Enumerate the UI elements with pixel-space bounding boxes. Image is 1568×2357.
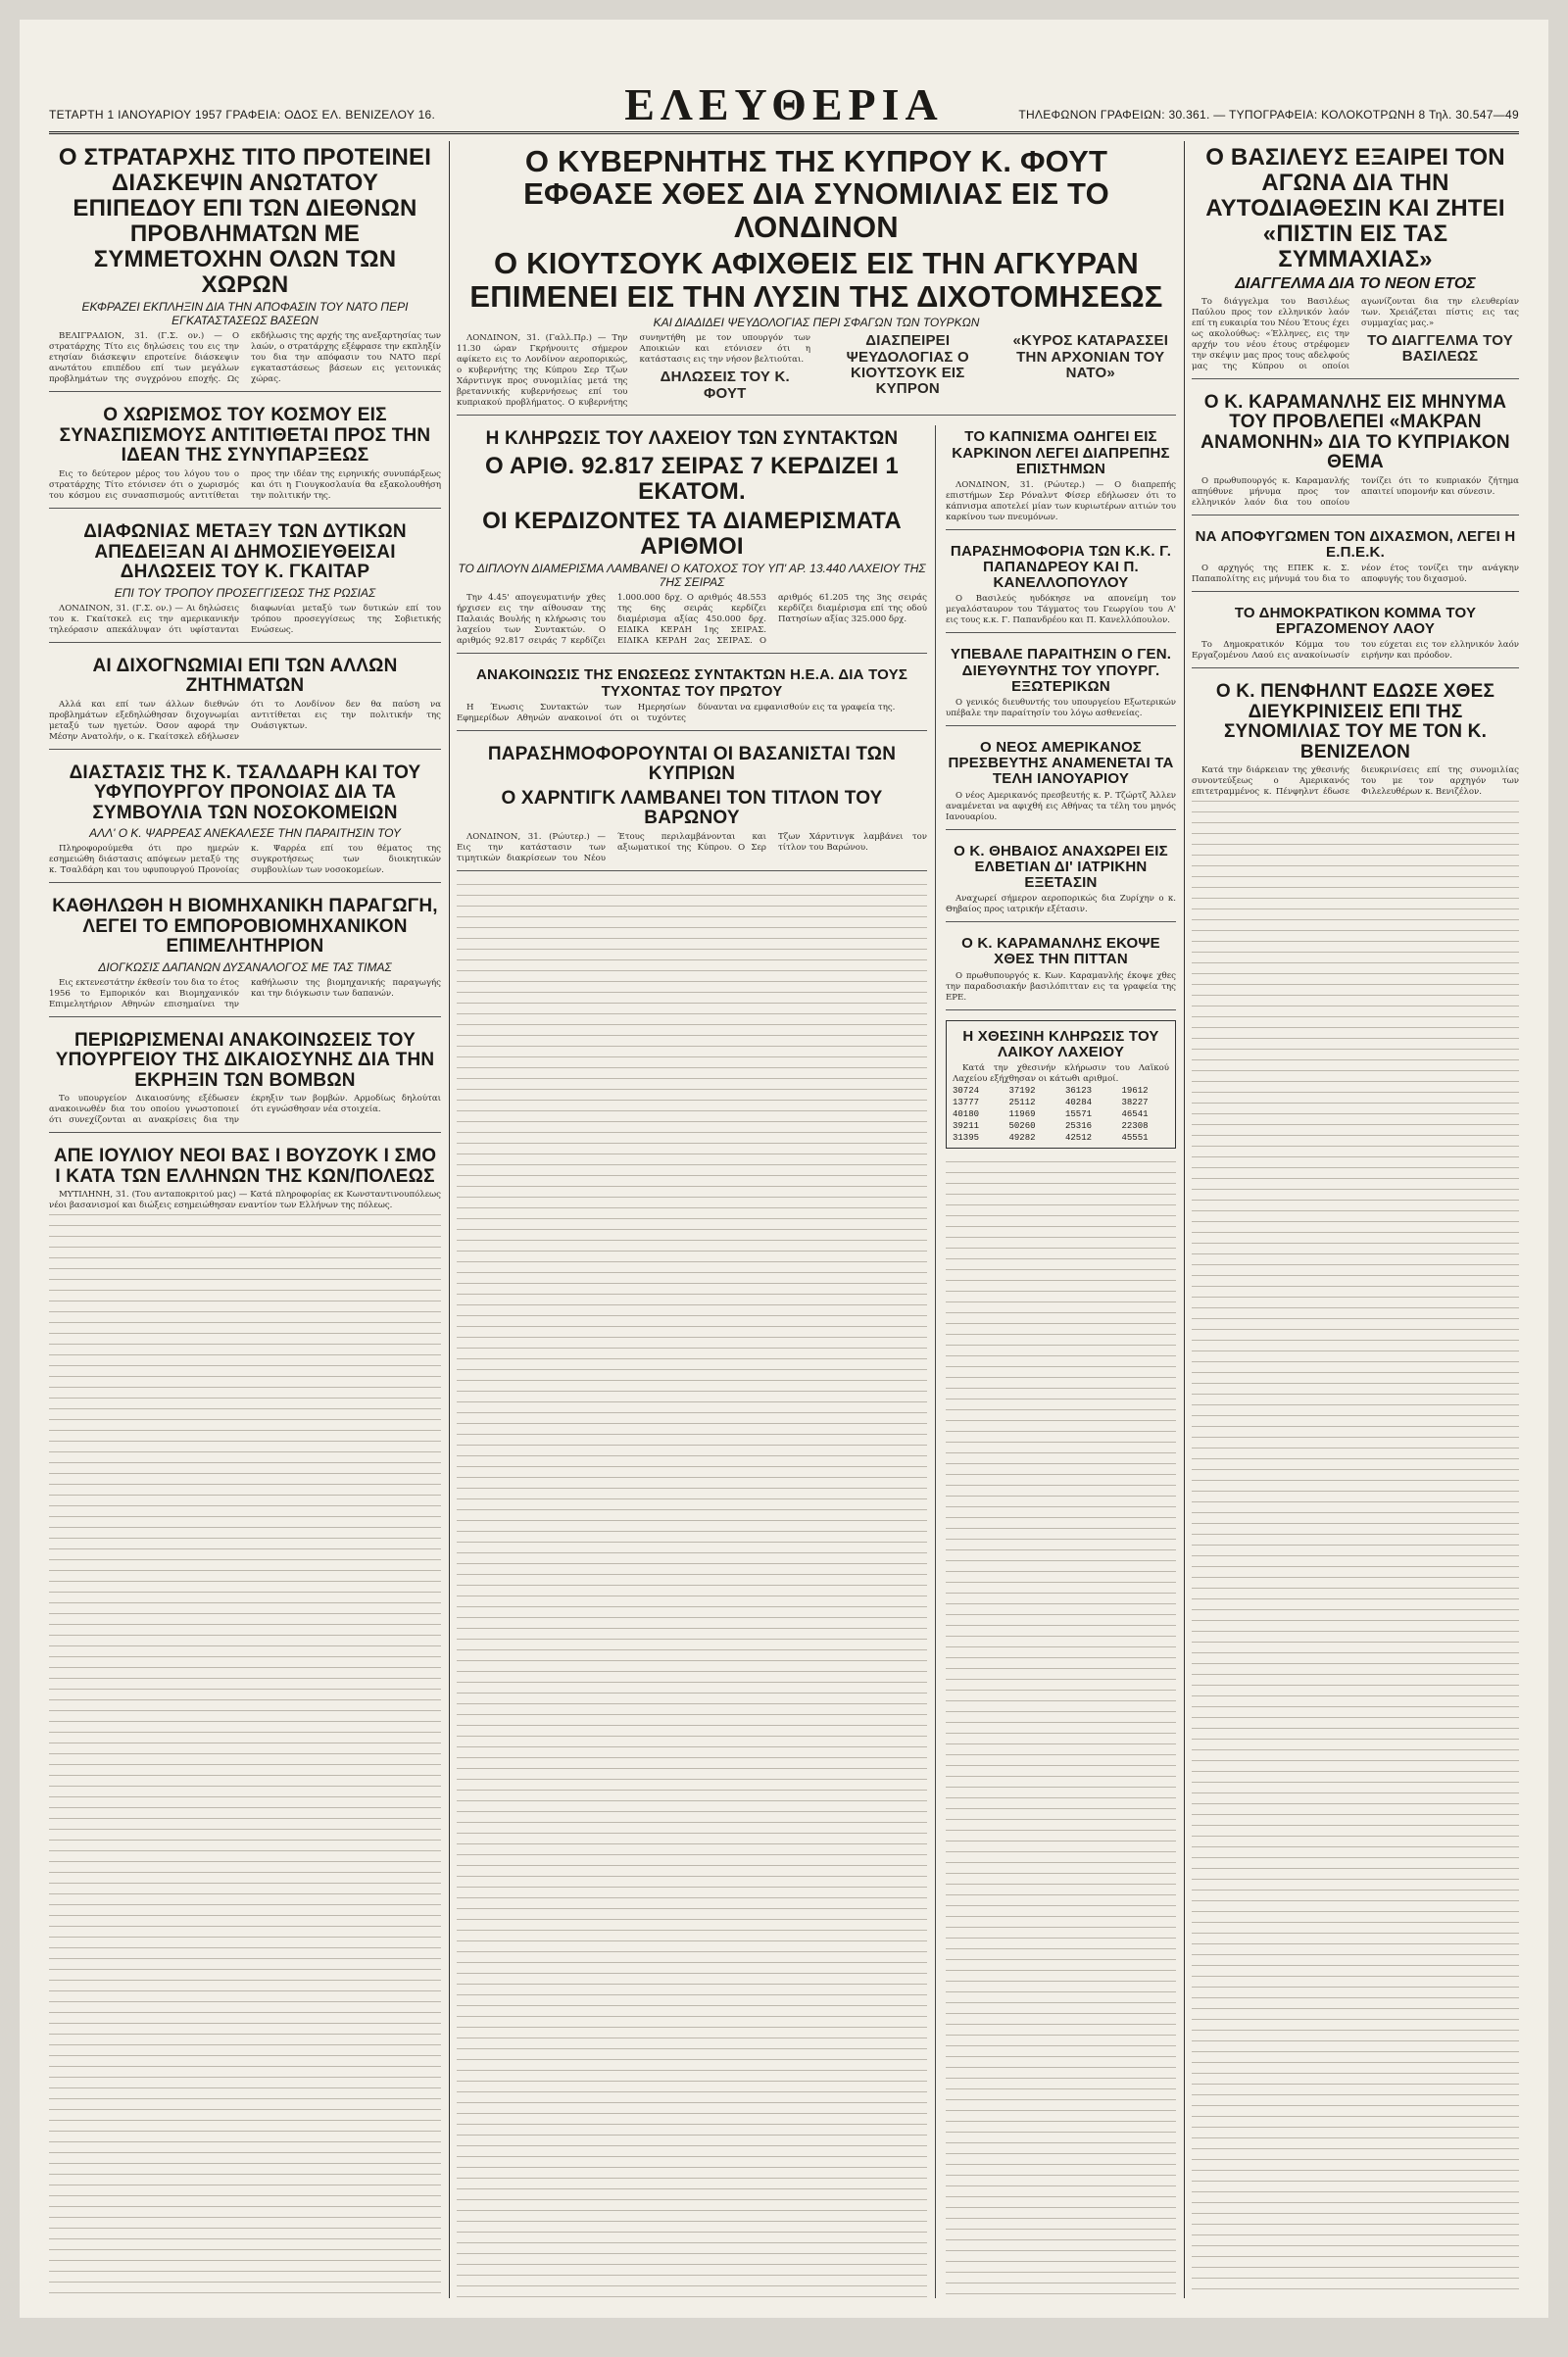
headline: ΠΑΡΑΣΗΜΟΦΟΡΟΥΝΤΑΙ ΟΙ ΒΑΣΑΝΙΣΤΑΙ ΤΩΝ ΚΥΠΡΙΩΝ (487, 743, 897, 785)
left-column (49, 141, 441, 2298)
inner-heading: «ΚΥΡΟΣ ΚΑΤΑΡΑΣΣΕΙ ΤΗΝ ΑΡΧΟΝΙΑΝ ΤΟΥ ΝΑΤΟ» (1012, 332, 1169, 381)
article-tito (49, 141, 441, 392)
lottery-number: 40180 (953, 1108, 980, 1119)
subheadline: ΔΙΟΓΚΩΣΙΣ ΔΑΠΑΝΩΝ ΔΥΣΑΝΑΛΟΓΟΣ ΜΕ ΤΑΣ ΤΙΜΑΣ (98, 959, 392, 974)
headline: ΠΕΡΙΩΡΙΣΜΕΝΑΙ ΑΝΑΚΟΙΝΩΣΕΙΣ ΤΟΥ ΥΠΟΥΡΓΕΙΟΥ ΤΗΣ ΔΙΚΑΙΟΣΥΝΗΣ ΔΙΑ ΤΗΝ ΕΚΡΗΞΙΝ ΤΩΝ ΒΟΜΒΩΝ (55, 1029, 435, 1091)
article-body: Ο αρχηγός της ΕΠΕΚ κ. Σ. Παπαπολίτης εις μήνυμά του δια το νέον έτος τονίζει την ανάγκην αποφυγής του διχασμού. (1192, 563, 1519, 584)
article-body: Πληροφορούμεθα ότι προ ημερών εσημειώθη διάστασις απόψεων μεταξύ της κ. Τσαλδάρη και του υφυπουργού Προνοίας κ. Ψαρρέα επί του θέματος της συγκροτήσεως των διοικητικών συμβουλίων των νοσοκομείων. (49, 844, 441, 876)
column-divider (1184, 141, 1185, 2298)
article-disagreements (49, 653, 441, 750)
article-decorations (946, 540, 1176, 634)
headline: ΤΟ ΚΑΠΝΙΣΜΑ ΟΔΗΓΕΙ ΕΙΣ ΚΑΡΚΙΝΟΝ ΛΕΓΕΙ ΔΙΑΠΡΕΠΗΣ ΕΠΙΣΤΗΜΩΝ (952, 428, 1170, 477)
newspaper-page (20, 20, 1548, 2318)
headline-secondary: Ο ΧΑΡΝΤΙΓΚ ΛΑΜΒΑΝΕΙ ΤΟΝ ΤΙΤΛΟΝ ΤΟΥ ΒΑΡΩΝΟΥ (501, 787, 883, 829)
article-body: ΒΕΛΙΓΡΑΔΙΟΝ, 31. (Γ.Σ. ον.) — Ο στρατάρχης Τίτο εις δηλώσεις του εις την ετησίαν διάσκεψιν επροτείνε διάσκεψιν ανωτάτου επιπέδου επί των μεγάλων προβλημάτων της συγχρόνου εποχής. Ως εκδήλωσις της αρχής της ανεξαρτησίας των λαών, ο στρατάρχης εξέφρασε την εκπληξίν του δια την απόφασιν του ΝΑΤΟ περί εγκαταστάσεως βάσεων εις γειτονικάς χώρας. (49, 331, 441, 385)
article-body: ΛΟΝΔΙΝΟΝ, 31. (Γαλλ.Πρ.) — Την 11.30 ώραν Γκρήνουιτς σήμερον αφίκετο εις το Λονδίνον αεροπορικώς, ο κυβερνήτης της Κύπρου Σερ Τζων Χάρντινγκ προς συνομιλίας μετά της βρεταννικής κυβερνήσεως επί του κυπριακού προβλήματος. Ο κυβερνήτης συνηντήθη με τον υπουργόν των Αποικιών και ετόνισεν ότι η κατάστασις εις την νήσον βελτιούται. ΔΗΛΩΣΕΙΣ ΤΟΥ Κ. ΦΟΥΤ ΔΙΑΣΠΕΙΡΕΙ ΨΕΥΔΟΛΟΓΙΑΣ Ο ΚΙΟΥΤΣΟΥΚ ΕΙΣ ΚΥΠΡΟΝ «ΚΥΡΟΣ ΚΑΤΑΡΑΣΣΕΙ ΤΗΝ ΑΡΧΟΝΙΑΝ ΤΟΥ ΝΑΤΟ» (457, 333, 1176, 409)
lottery-number: 49282 (1008, 1132, 1036, 1143)
text-filler (49, 1211, 441, 2298)
article-hospitals (49, 760, 441, 884)
lottery-number: 37192 (1008, 1085, 1036, 1096)
lottery-number: 45551 (1121, 1132, 1149, 1143)
article-torture (457, 741, 927, 871)
headline: Ο ΚΥΒΕΡΝΗΤΗΣ ΤΗΣ ΚΥΠΡΟΥ Κ. ΦΟΥΤ ΕΦΘΑΣΕ ΧΘΕΣ ΔΙΑ ΣΥΝΟΜΙΛΙΑΣ ΕΙΣ ΤΟ ΛΟΝΔΙΝΟΝ (523, 144, 1109, 244)
article-resignation (946, 643, 1176, 726)
headline: ΥΠΕΒΑΛΕ ΠΑΡΑΙΤΗΣΙΝ Ο ΓΕΝ. ΔΙΕΥΘΥΝΤΗΣ ΤΟΥ ΥΠΟΥΡΓ. ΕΞΩΤΕΡΙΚΩΝ (950, 646, 1172, 695)
headline: Ο Κ. ΚΑΡΑΜΑΝΛΗΣ ΕΙΣ ΜΗΝΥΜΑ ΤΟΥ ΠΡΟΒΛΕΠΕΙ «ΜΑΚΡΑΝ ΑΝΑΜΟΝΗΝ» ΔΙΑ ΤΟ ΚΥΠΡΙΑΚΟΝ ΘΕΜΑ (1200, 391, 1510, 473)
right-column (1192, 141, 1519, 2298)
subheadline: ΤΟ ΔΙΠΛΟΥΝ ΔΙΑΜΕΡΙΣΜΑ ΛΑΜΒΑΝΕΙ Ο ΚΑΤΟΧΟΣ ΤΟΥ ΥΠ' ΑΡ. 13.440 ΛΑΧΕΙΟΥ ΤΗΣ 7ΗΣ ΣΕΙΡΑΣ (458, 562, 926, 590)
article-body: Το υπουργείον Δικαιοσύνης εξέδωσεν ανακοινωθέν δια του οποίου γνωστοποιεί ότι συνεχίζονται αι ανακρίσεις δια την έκρηξιν των βομβών. Αρμοδίως δηλούται ότι εγνώσθησαν νέα στοιχεία. (49, 1094, 441, 1126)
headline: Ο ΝΕΟΣ ΑΜΕΡΙΚΑΝΟΣ ΠΡΕΣΒΕΥΤΗΣ ΑΝΑΜΕΝΕΤΑΙ ΤΑ ΤΕΛΗ ΙΑΝΟΥΑΡΙΟΥ (948, 739, 1174, 788)
article-epek (1192, 525, 1519, 592)
article-constantinople (49, 1143, 441, 2298)
inner-heading: ΔΗΛΩΣΕΙΣ ΤΟΥ Κ. ΦΟΥΤ (660, 368, 790, 402)
lottery-numbers (953, 1085, 1169, 1144)
headline: Ο Κ. ΘΗΒΑΙΟΣ ΑΝΑΧΩΡΕΙ ΕΙΣ ΕΛΒΕΤΙΑΝ ΔΙ' ΙΑΤΡΙΚΗΝ ΕΞΕΤΑΣΙΝ (954, 842, 1168, 891)
article-body: Ο πρωθυπουργός κ. Καραμανλής απηύθυνε μήνυμα προς τον ελληνικόν λαόν δια του οποίου τονίζει ότι το κυπριακόν ζήτημα απαιτεί υπομονήν και σύνεσιν. (1192, 475, 1519, 508)
masthead-date-address: ΤΕΤΑΡΤΗ 1 ΙΑΝΟΥΑΡΙΟΥ 1957 ΓΡΑΦΕΙΑ: ΟΔΟΣ ΕΛ. ΒΕΝΙΖΕΛΟΥ 16. (49, 108, 436, 122)
headline: Η ΚΛΗΡΩΣΙΣ ΤΟΥ ΛΑΧΕΙΟΥ ΤΩΝ ΣΥΝΤΑΚΤΩΝ (485, 428, 899, 450)
article-body: ΜΥΤΙΛΗΝΗ, 31. (Του ανταποκριτού μας) — Κατά πληροφορίας εκ Κωνσταντινουπόλεως νέοι βασανισμοί και διώξεις εσημειώθησαν εναντίον των Ελλήνων της πόλεως. (49, 1190, 441, 1211)
center-lower (457, 425, 1176, 2298)
lottery-number: 42512 (1065, 1132, 1093, 1143)
headline: Η ΧΘΕΣΙΝΗ ΚΛΗΡΩΣΙΣ ΤΟΥ ΛΑΙΚΟΥ ΛΑΧΕΙΟΥ (962, 1027, 1159, 1060)
headline-secondary: Ο ΑΡΙΘ. 92.817 ΣΕΙΡΑΣ 7 ΚΕΡΔΙΖΕΙ 1 ΕΚΑΤΟΜ. (485, 452, 899, 505)
lottery-number: 11969 (1008, 1108, 1036, 1119)
headline: ΝΑ ΑΠΟΦΥΓΩΜΕΝ ΤΟΝ ΔΙΧΑΣΜΟΝ, ΛΕΓΕΙ Η Ε.Π.Ε.Κ. (1195, 527, 1516, 561)
lottery-number: 15571 (1065, 1108, 1093, 1119)
article-industry (49, 893, 441, 1017)
lottery-number: 25112 (1008, 1097, 1036, 1107)
inner-heading: ΔΙΑΣΠΕΙΡΕΙ ΨΕΥΔΟΛΟΓΙΑΣ Ο ΚΙΟΥΤΣΟΥΚ ΕΙΣ ΚΥΠΡΟΝ (846, 332, 969, 397)
lottery-number: 38227 (1121, 1097, 1149, 1107)
article-cyprus-foot (457, 141, 1176, 416)
lottery-number: 46541 (1121, 1108, 1149, 1119)
article-popular-lottery (946, 1020, 1176, 1149)
article-karamanlis-message (1192, 389, 1519, 516)
lottery-number: 30724 (953, 1085, 980, 1096)
article-karamanlis-pitta (946, 932, 1176, 1009)
headline: ΑΙ ΔΙΧΟΓΝΩΜΙΑΙ ΕΠΙ ΤΩΝ ΑΛΛΩΝ ΖΗΤΗΜΑΤΩΝ (92, 655, 398, 697)
headline: Ο Κ. ΠΕΝΦΗΛΝΤ ΕΔΩΣΕ ΧΘΕΣ ΔΙΕΥΚΡΙΝΙΣΕΙΣ ΕΠΙ ΤΗΣ ΣΥΝΟΜΙΛΙΑΣ ΤΟΥ ΜΕ ΤΟΝ Κ. ΒΕΝΙΖΕΛΟΝ (1215, 681, 1495, 762)
headline-tertiary: ΟΙ ΚΕΡΔΙΖΟΝΤΕΣ ΤΑ ΔΙΑΜΕΡΙΣΜΑΤΑ ΑΡΙΘΜΟΙ (482, 507, 902, 560)
article-smoking (946, 425, 1176, 530)
article-thiveos (946, 840, 1176, 923)
masthead-phones: ΤΗΛΕΦΩΝΟΝ ΓΡΑΦΕΙΩΝ: 30.361. — ΤΥΠΟΓΡΑΦΕΙΑ: ΚΟΛΟΚΟΤΡΩΝΗ 8 Τηλ. 30.547—49 (1018, 108, 1519, 122)
article-body: Την 4.45' απογευματινήν χθες ήρχισεν εις την αίθουσαν της Παλαιάς Βουλής η κλήρωσις του λαχείου των Συντακτών. Ο αριθμός 92.817 σειράς 7 κερδίζει 1.000.000 δρχ. Ο αριθμός 48.553 της 6ης σειράς κερδίζει διαμέρισμα αξίας 450.000 δρχ. ΕΙΔΙΚΑ ΚΕΡΔΗ 1ης ΣΕΙΡΑΣ. ΕΙΔΙΚΑ ΚΕΡΔΗ 2ας ΣΕΙΡΑΣ. Ο αριθμός 61.205 της 3ης σειράς κερδίζει διαμέρισμα επί της οδού Πατησίων αξίας 325.000 δρχ. (457, 593, 927, 647)
article-body: Κατά την χθεσινήν κλήρωσιν του Λαϊκού Λαχείου εξήχθησαν οι κάτωθι αριθμοί. (953, 1062, 1169, 1084)
subheadline: ΑΛΛ' Ο Κ. ΨΑΡΡΕΑΣ ΑΝΕΚΑΛΕΣΕ ΤΗΝ ΠΑΡΑΙΤΗΣΙΝ ΤΟΥ (89, 826, 401, 841)
article-king (1192, 141, 1519, 379)
lottery-number: 19612 (1121, 1085, 1149, 1096)
headline: Ο ΧΩΡΙΣΜΟΣ ΤΟΥ ΚΟΣΜΟΥ ΕΙΣ ΣΥΝΑΣΠΙΣΜΟΥΣ ΑΝΤΙΤΙΘΕΤΑΙ ΠΡΟΣ ΤΗΝ ΙΔΕΑΝ ΤΗΣ ΣΥΝΥΠΑΡΞΕΩΣ (59, 405, 431, 466)
text-filler (1192, 798, 1519, 2298)
article-body: ΛΟΝΔΙΝΟΝ, 31. (Ρώυτερ.) — Εις την κατάστασιν των τιμητικών διακρίσεων του Νέου Έτους περιλαμβάνονται και αξιωματικοί της Κύπρου. Ο Σερ Τζων Χάρντινγκ λαμβάνει τον τίτλον του Βαρώνου. (457, 831, 927, 863)
article-body: Εις το δεύτερον μέρος του λόγου του ο στρατάρχης Τίτο ετόνισεν ότι ο χωρισμός του κόσμου εις συνασπισμούς αντιτίθεται προς την ιδέαν της ειρηνικής συνυπάρξεως και ότι η Γιουγκοσλαυία θα εξακολουθήση την πολιτικήν της. (49, 468, 441, 501)
lottery-number: 31395 (953, 1132, 980, 1143)
article-lottery (457, 425, 927, 654)
article-body: Το Δημοκρατικόν Κόμμα του Εργαζομένου Λαού εις ανακοίνωσίν του εύχεται εις τον ελληνικόν λαόν ειρήνην και πρόοδον. (1192, 640, 1519, 662)
column-divider (449, 141, 450, 2298)
article-dkel (1192, 602, 1519, 668)
masthead (49, 78, 1519, 134)
headline: ΑΠΕ ΙΟΥΛΙΟΥ ΝΕΟΙ ΒΑΣ Ι ΒΟΥΖΟΥΚ Ι ΣΜΟ Ι ΚΑΤΑ ΤΩΝ ΕΛΛΗΝΩΝ ΤΗΣ ΚΩΝ/ΠΟΛΕΩΣ (53, 1146, 437, 1187)
lottery-block (457, 425, 936, 2298)
article-body: Ο γενικός διευθυντής του υπουργείου Εξωτερικών υπέβαλε την παραίτησίν του λόγω ασθενείας. (946, 698, 1176, 719)
headline: ΠΑΡΑΣΗΜΟΦΟΡΙΑ ΤΩΝ Κ.Κ. Γ. ΠΑΠΑΝΔΡΕΟΥ ΚΑΙ Π. ΚΑΝΕΛΛΟΠΟΥΛΟΥ (950, 542, 1172, 592)
article-body: Αλλά και επί των άλλων διεθνών προβλημάτων εξεδηλώθησαν διχογνωμίαι μεταξύ των ηγετών. Όσον αφορά την Μέσην Ανατολήν, ο κ. Γκαίτσκελ εδήλωσεν ότι το Λονδίνον δεν θα παύση να αντιτίθεται εις την πολιτικήν της Ουάσιγκτων. (49, 699, 441, 742)
article-body: Ο νέος Αμερικανός πρεσβευτής κ. Ρ. Τζώρτζ Άλλεν αναμένεται να αφιχθή εις Αθήνας τα τέλη του μηνός Ιανουαρίου. (946, 790, 1176, 822)
headline-secondary: Ο ΚΙΟΥΤΣΟΥΚ ΑΦΙΧΘΕΙΣ ΕΙΣ ΤΗΝ ΑΓΚΥΡΑΝ ΕΠΙΜΕΝΕΙ ΕΙΣ ΤΗΝ ΛΥΣΙΝ ΤΗΣ ΔΙΧΟΤΟΜΗΣΕΩΣ (469, 246, 1163, 314)
article-body: Ο πρωθυπουργός κ. Κων. Καραμανλής έκοψε χθες την παραδοσιακήν βασιλόπιτταν εις τα γραφεία της ΕΡΕ. (946, 970, 1176, 1003)
subheadline: ΕΠΙ ΤΟΥ ΤΡΟΠΟΥ ΠΡΟΣΕΓΓΙΣΕΩΣ ΤΗΣ ΡΩΣΙΑΣ (114, 585, 376, 600)
headline: ΤΟ ΔΗΜΟΚΡΑΤΙΚΟΝ ΚΟΜΜΑ ΤΟΥ ΕΡΓΑΖΟΜΕΝΟΥ ΛΑΟΥ (1234, 604, 1477, 638)
article-body: Αναχωρεί σήμερον αεροπορικώς δια Ζυρίχην ο κ. Θηβαίος προς ιατρικήν εξέτασιν. (946, 894, 1176, 915)
article-body: Ο Βασιλεύς ηυδόκησε να απονείμη τον μεγαλόσταυρον του Τάγματος του Γεωργίου του Α' εις τους κ.κ. Γ. Παπανδρέου και Π. Κανελλόπουλον. (946, 594, 1176, 626)
headline: ΚΑΘΗΛΩΘΗ Η ΒΙΟΜΗΧΑΝΙΚΗ ΠΑΡΑΓΩΓΗ, ΛΕΓΕΙ ΤΟ ΕΜΠΟΡΟΒΙΟΜΗΧΑΝΙΚΟΝ ΕΠΙΜΕΛΗΤΗΡΙΟΝ (52, 896, 438, 958)
article-body: Το διάγγελμα του Βασιλέως Παύλου προς τον ελληνικόν λαόν επί τη ευκαιρία του Νέου Έτους έχει ως ακολούθως: «Έλληνες, εις την αρχήν του νέου έτους στρέφομεν την σκέψιν μας προς τους αδελφούς μας της Κύπρου οι οποίοι αγωνίζονται δια την ελευθερίαν των. Χρειάζεται πίστις εις τας συμμαχίας μας.» ΤΟ ΔΙΑΓΓΕΛΜΑ ΤΟΥ ΒΑΣΙΛΕΩΣ (1192, 296, 1519, 371)
center-right-block (946, 425, 1176, 2298)
lottery-number: 36123 (1065, 1085, 1093, 1096)
lottery-number: 13777 (953, 1097, 980, 1107)
subheadline: ΚΑΙ ΔΙΑΔΙΔΕΙ ΨΕΥΔΟΛΟΓΙΑΣ ΠΕΡΙ ΣΦΑΓΩΝ ΤΩΝ ΤΟΥΡΚΩΝ (653, 316, 980, 330)
article-gaitskell (49, 518, 441, 643)
article-ambassador (946, 736, 1176, 830)
article-body: ΛΟΝΔΙΝΟΝ, 31. (Γ.Σ. ον.) — Αι δηλώσεις του κ. Γκαίτσκελ εις την αμερικανικήν τηλεόρασιν απεκάλυψαν ότι υφίστανται διαφωνίαι μεταξύ των δυτικών επί του τρόπου προσεγγίσεως της Σοβιετικής Ενώσεως. (49, 603, 441, 635)
article-body: Κατά την διάρκειαν της χθεσινής συνοντεύξεως ο Αμερικανός επιτετραμμένος κ. Πένφηλντ έδωσε διευκρινίσεις επί της συνομιλίας του με τον αρχηγόν των Φιλελευθέρων κ. Βενιζέλον. (1192, 765, 1519, 798)
article-bombs (49, 1027, 441, 1134)
article-body: ΛΟΝΔΙΝΟΝ, 31. (Ρώυτερ.) — Ο διαπρεπής επιστήμων Σερ Ρόναλντ Φίσερ εδήλωσεν ότι το κάπνισμα αποτελεί μίαν των κυριωτέρων αιτιών του καρκίνου των πνευμόνων. (946, 479, 1176, 522)
subheadline: ΔΙΑΓΓΕΛΜΑ ΔΙΑ ΤΟ ΝΕΟΝ ΕΤΟΣ (1235, 274, 1476, 292)
lottery-number: 22308 (1121, 1120, 1149, 1131)
headline: Ο Κ. ΚΑΡΑΜΑΝΛΗΣ ΕΚΟΨΕ ΧΘΕΣ ΤΗΝ ΠΙΤΤΑΝ (961, 935, 1160, 968)
article-body: Εις εκτενεστάτην έκθεσίν του δια το έτος 1956 το Εμπορικόν και Βιομηχανικόν Επιμελητήριον Αθηνών επισημαίνει την καθήλωσιν της βιομηχανικής παραγωγής και την διόγκωσιν των δαπανών. (49, 977, 441, 1009)
headline: ΔΙΑΣΤΑΣΙΣ ΤΗΣ Κ. ΤΣΑΛΔΑΡΗ ΚΑΙ ΤΟΥ ΥΦΥΠΟΥΡΓΟΥ ΠΡΟΝΟΙΑΣ ΔΙΑ ΤΑ ΣΥΜΒΟΥΛΙΑ ΤΩΝ ΝΟΣΟΚΟΜΕΙΩΝ (69, 761, 421, 823)
lottery-number: 40284 (1065, 1097, 1093, 1107)
subheadline: ΕΚΦΡΑΖΕΙ ΕΚΠΛΗΞΙΝ ΔΙΑ ΤΗΝ ΑΠΟΦΑΣΙΝ ΤΟΥ ΝΑΤΟ ΠΕΡΙ ΕΓΚΑΤΑΣΤΑΣΕΩΣ ΒΑΣΕΩΝ (81, 300, 409, 328)
newspaper-title: ΕΛΕΥΘΕΡΙΑ (624, 79, 944, 129)
text-filler (946, 1158, 1176, 2298)
lottery-number: 39211 (953, 1120, 980, 1131)
center-column (457, 141, 1176, 2298)
headline: ΑΝΑΚΟΙΝΩΣΙΣ ΤΗΣ ΕΝΩΣΕΩΣ ΣΥΝΤΑΚΤΩΝ Η.Ε.Α. ΔΙΑ ΤΟΥΣ ΤΥΧΟΝΤΑΣ ΤΟΥ ΠΡΩΤΟΥ (475, 666, 908, 700)
article-body: Η Ένωσις Συντακτών των Ημερησίων Εφημερίδων Αθηνών ανακοινοί ότι οι τυχόντες δύνανται να εμφανισθούν εις τα γραφεία της. (457, 702, 896, 723)
headline: Ο ΣΤΡΑΤΑΡΧΗΣ ΤΙΤΟ ΠΡΟΤΕΙΝΕΙ ΔΙΑΣΚΕΨΙΝ ΑΝΩΤΑΤΟΥ ΕΠΙΠΕΔΟΥ ΕΠΙ ΤΩΝ ΔΙΕΘΝΩΝ ΠΡΟΒΛΗΜΑΤΩΝ ΜΕ ΣΥΜΜΕΤΟΧΗΝ ΟΛΩΝ ΤΩΝ ΧΩΡΩΝ (58, 144, 432, 298)
article-union (457, 663, 927, 730)
lottery-number: 50260 (1008, 1120, 1036, 1131)
article-blocs (49, 402, 441, 509)
headline: Ο ΒΑΣΙΛΕΥΣ ΕΞΑΙΡΕΙ ΤΟΝ ΑΓΩΝΑ ΔΙΑ ΤΗΝ ΑΥΤΟΔΙΑΘΕΣΙΝ ΚΑΙ ΖΗΤΕΙ «ΠΙΣΤΙΝ ΕΙΣ ΤΑΣ ΣΥΜΜΑΧΙΑΣ» (1205, 144, 1505, 272)
inner-heading: ΤΟ ΔΙΑΓΓΕΛΜΑ ΤΟΥ ΒΑΣΙΛΕΩΣ (1367, 331, 1513, 365)
article-penfield (1192, 678, 1519, 2298)
text-filler (457, 881, 927, 2298)
headline: ΔΙΑΦΩΝΙΑΣ ΜΕΤΑΞΥ ΤΩΝ ΔΥΤΙΚΩΝ ΑΠΕΔΕΙΞΑΝ ΑΙ ΔΗΜΟΣΙΕΥΘΕΙΣΑΙ ΔΗΛΩΣΕΙΣ ΤΟΥ Κ. ΓΚΑΙΤΑΡ (83, 520, 407, 583)
lottery-number: 25316 (1065, 1120, 1093, 1131)
